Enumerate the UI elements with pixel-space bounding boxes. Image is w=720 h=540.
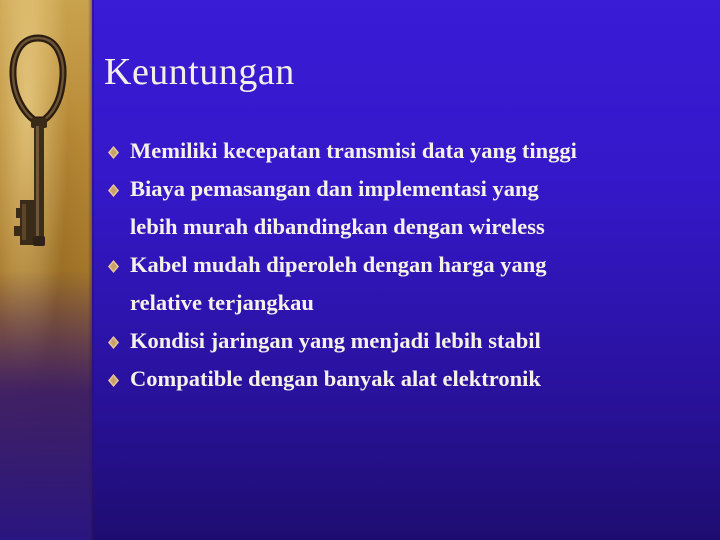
bullet-line: Compatible dengan banyak alat elektronik [130, 366, 541, 391]
diamond-bullet-icon [108, 374, 119, 387]
bullet-item-1 [106, 132, 706, 170]
bullet-item-2 [106, 170, 706, 246]
diamond-bullet-icon [108, 184, 119, 197]
bullet-line: Biaya pemasangan dan implementasi yang [130, 176, 539, 201]
diamond-bullet-icon [108, 260, 119, 273]
bullet-item-3 [106, 246, 706, 322]
bullet-line: relative terjangkau [130, 290, 314, 315]
bullet-line: Kabel mudah diperoleh dengan harga yang [130, 252, 547, 277]
diamond-bullet-icon [108, 146, 119, 159]
slide-title: Keuntungan [104, 51, 295, 93]
diamond-bullet-icon [108, 336, 119, 349]
bullet-item-5 [106, 360, 706, 398]
bullet-line: Kondisi jaringan yang menjadi lebih stabil [130, 328, 541, 353]
bullet-line: lebih murah dibandingkan dengan wireless [130, 214, 545, 239]
antique-key-icon [0, 30, 92, 280]
bullet-item-4 [106, 322, 706, 360]
bullet-list [106, 132, 706, 398]
bullet-line: Memiliki kecepatan transmisi data yang tinggi [130, 138, 577, 163]
